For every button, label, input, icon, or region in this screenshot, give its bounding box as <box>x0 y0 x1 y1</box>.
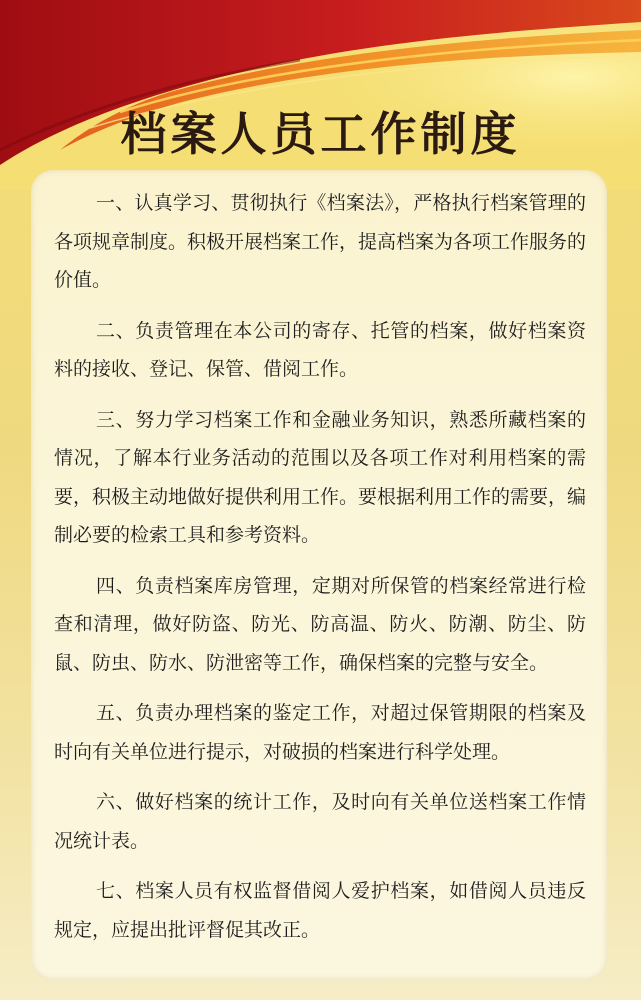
rule-paragraph: 七、档案人员有权监督借阅人爱护档案，如借阅人员违反规定，应提出批评督促其改正。 <box>54 880 586 941</box>
rule-paragraph: 一、认真学习、贯彻执行《档案法》，严格执行档案管理的各项规章制度。积极开展档案工作，提高档案为各项工作服务的价值。 <box>54 192 587 291</box>
rule-paragraph: 四、负责档案库房管理，定期对所保管的档案经常进行检查和清理，做好防盗、防光、防高温、防火、防潮、防尘、防鼠、防虫、防水、防泄密等工作，确保档案的完整与安全。 <box>54 574 586 674</box>
rule-paragraph: 六、做好档案的统计工作，及时向有关单位送档案工作情况统计表。 <box>54 791 586 852</box>
rules-list <box>54 184 586 961</box>
rule-paragraph: 五、负责办理档案的鉴定工作，对超过保管期限的档案及时向有关单位进行提示，对破损的档案进行科学处理。 <box>54 702 586 763</box>
page-title: 档案人员工作制度 <box>120 107 521 161</box>
rule-paragraph: 三、努力学习档案工作和金融业务知识，熟悉所藏档案的情况，了解本行业务活动的范围以及各项工作对利用档案的需要，积极主动地做好提供利用工作。要根据利用工作的需要，编制必要的检索工具和参考资料。 <box>54 408 587 546</box>
rule-paragraph: 二、负责管理在本公司的寄存、托管的档案，做好档案资料的接收、登记、保管、借阅工作。 <box>54 319 586 380</box>
